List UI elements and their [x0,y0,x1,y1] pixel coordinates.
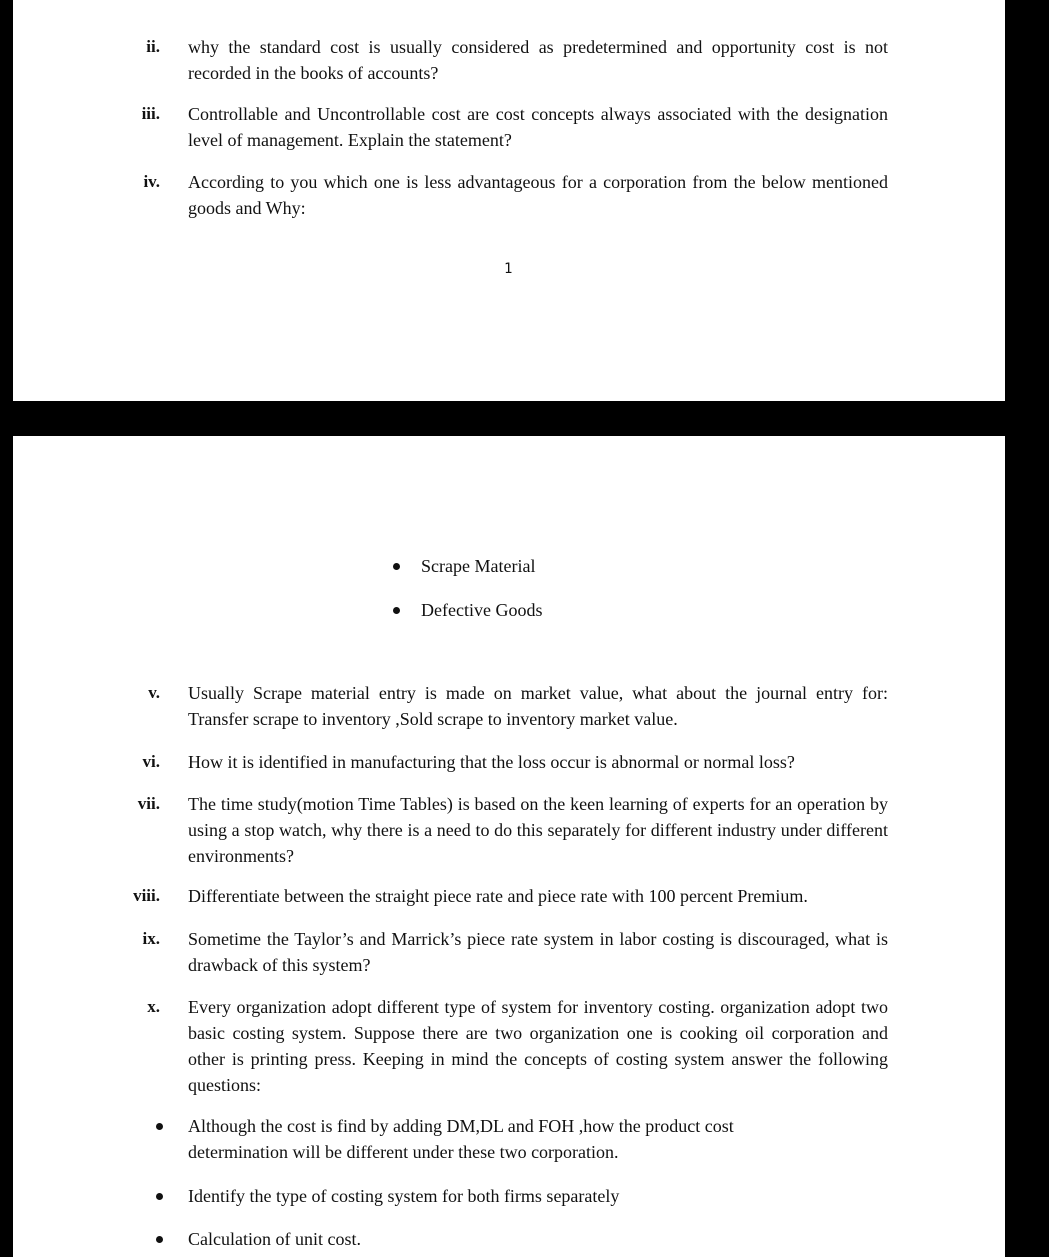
bullet-icon [156,1236,163,1243]
question-number: ix. [142,929,160,948]
subquestion-text: Identify the type of costing system for both firms separately [188,1186,620,1206]
question-number: vii. [137,794,160,813]
question-number: ii. [146,37,160,56]
subquestion-text: Calculation of unit cost. [188,1229,361,1249]
question-text: How it is identified in manufacturing that the loss occur is abnormal or normal loss? [188,752,795,772]
question-text: Sometime the Taylor’s and Marrick’s piece rate system in labor costing is discouraged, what is drawback of this system? [188,929,888,975]
document-page-1 [13,0,1005,401]
document-page-2 [13,436,1005,1257]
bullet-icon [393,607,400,614]
subquestion-text: Although the cost is find by adding DM,DL and FOH ,how the product cost determination will be different under these two corporation. [188,1116,734,1162]
question-number: viii. [133,886,160,905]
goods-label: Defective Goods [421,600,543,620]
question-text: Every organization adopt different type of system for inventory costing. organization adopt two basic costing system. Suppose there are two organization one is cooking oil corporation and other is printing press. Keeping in mind the concepts of costing system answer the following questions: [188,997,888,1095]
question-text: why the standard cost is usually considered as predetermined and opportunity cost is not recorded in the books of accounts? [188,37,888,83]
question-text: Controllable and Uncontrollable cost are cost concepts always associated with the designation level of management. Explain the statement? [188,104,888,150]
question-text: Differentiate between the straight piece rate and piece rate with 100 percent Premium. [188,886,808,906]
bullet-icon [156,1193,163,1200]
goods-label: Scrape Material [421,556,536,576]
question-number: iv. [143,172,160,191]
question-number: v. [148,683,160,702]
question-text: The time study(motion Time Tables) is based on the keen learning of experts for an operation by using a stop watch, why there is a need to do this separately for different industry under different environments? [188,794,888,866]
question-text: According to you which one is less advantageous for a corporation from the below mentioned goods and Why: [188,172,888,218]
bullet-icon [156,1123,163,1130]
question-number: x. [147,997,160,1016]
bullet-icon [393,563,400,570]
question-number: iii. [141,104,160,123]
question-text: Usually Scrape material entry is made on market value, what about the journal entry for: Transfer scrape to inventory ,Sold scrape to inventory market value. [188,683,888,729]
page-number: 1 [504,261,513,277]
question-number: vi. [142,752,160,771]
